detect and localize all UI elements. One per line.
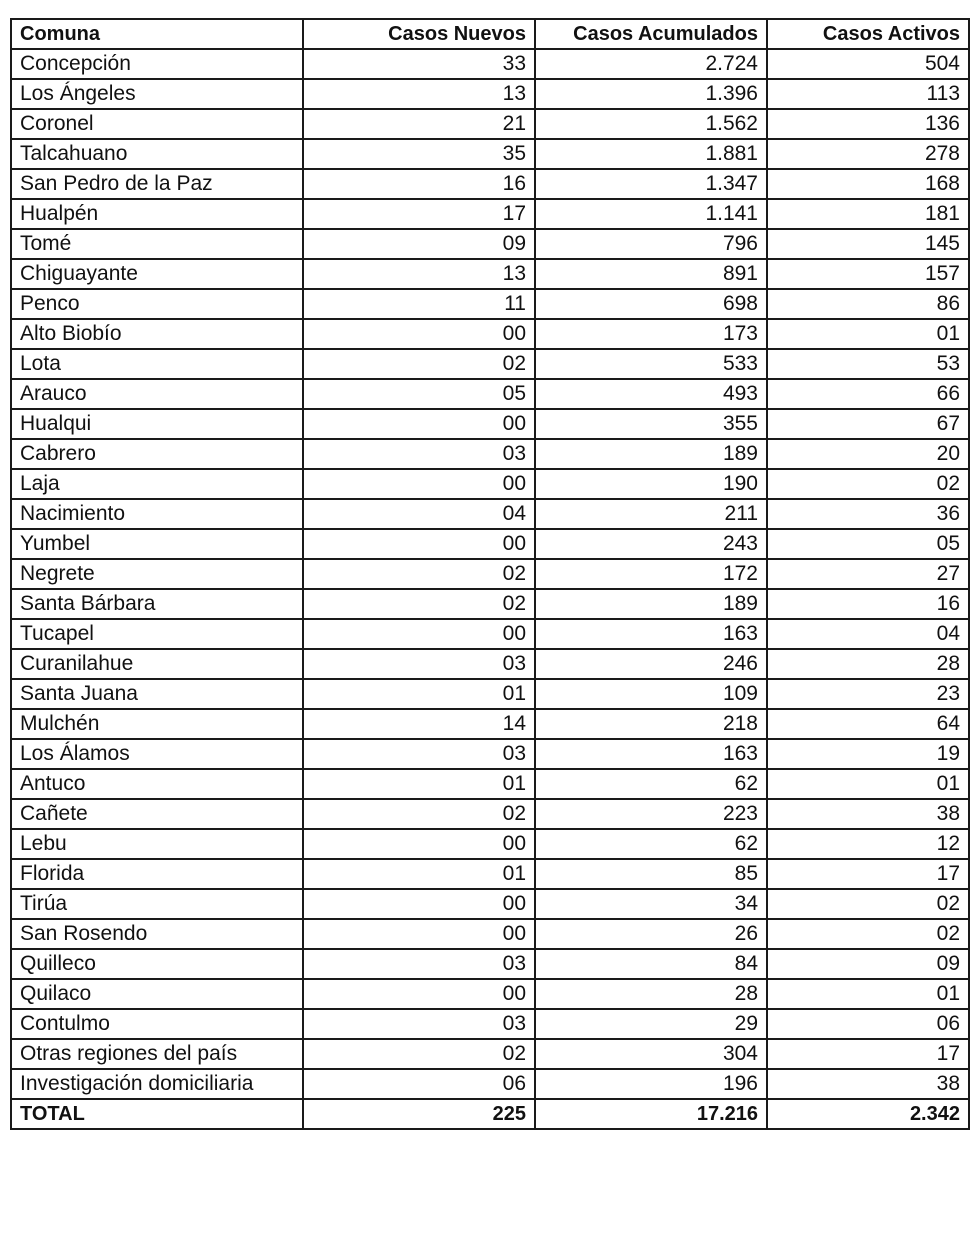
comuna-cell: Los Álamos [11, 739, 303, 769]
header-comuna: Comuna [11, 19, 303, 49]
casos-activos-cell: 02 [767, 469, 969, 499]
casos-activos-cell: 19 [767, 739, 969, 769]
casos-activos-cell: 504 [767, 49, 969, 79]
comuna-cell: Nacimiento [11, 499, 303, 529]
casos-acumulados-cell: 355 [535, 409, 767, 439]
comuna-cell: Hualqui [11, 409, 303, 439]
casos-activos-cell: 01 [767, 319, 969, 349]
comuna-cell: Antuco [11, 769, 303, 799]
casos-nuevos-cell: 02 [303, 559, 535, 589]
casos-acumulados-cell: 1.396 [535, 79, 767, 109]
comuna-cell: Los Ángeles [11, 79, 303, 109]
casos-nuevos-cell: 01 [303, 769, 535, 799]
casos-activos-cell: 16 [767, 589, 969, 619]
comuna-cell: Tomé [11, 229, 303, 259]
casos-activos-cell: 05 [767, 529, 969, 559]
table-row [11, 769, 969, 799]
casos-activos-cell: 09 [767, 949, 969, 979]
table-row [11, 979, 969, 1009]
comuna-cell: Santa Juana [11, 679, 303, 709]
casos-activos-cell: 278 [767, 139, 969, 169]
table-row [11, 199, 969, 229]
total-casos-nuevos: 225 [303, 1099, 535, 1129]
comuna-cell: San Rosendo [11, 919, 303, 949]
casos-activos-cell: 86 [767, 289, 969, 319]
casos-nuevos-cell: 00 [303, 889, 535, 919]
casos-nuevos-cell: 03 [303, 949, 535, 979]
table-row [11, 439, 969, 469]
casos-nuevos-cell: 02 [303, 589, 535, 619]
casos-acumulados-cell: 1.347 [535, 169, 767, 199]
table-row [11, 889, 969, 919]
casos-nuevos-cell: 00 [303, 829, 535, 859]
casos-acumulados-cell: 304 [535, 1039, 767, 1069]
cases-table-sheet [10, 18, 968, 1130]
comuna-cell: Lebu [11, 829, 303, 859]
casos-activos-cell: 145 [767, 229, 969, 259]
casos-acumulados-cell: 109 [535, 679, 767, 709]
comuna-cell: Contulmo [11, 1009, 303, 1039]
casos-nuevos-cell: 16 [303, 169, 535, 199]
total-label: TOTAL [11, 1099, 303, 1129]
casos-acumulados-cell: 218 [535, 709, 767, 739]
casos-nuevos-cell: 03 [303, 1009, 535, 1039]
casos-nuevos-cell: 05 [303, 379, 535, 409]
comuna-cell: Chiguayante [11, 259, 303, 289]
casos-activos-cell: 02 [767, 919, 969, 949]
casos-activos-cell: 38 [767, 799, 969, 829]
casos-acumulados-cell: 196 [535, 1069, 767, 1099]
casos-acumulados-cell: 891 [535, 259, 767, 289]
casos-acumulados-cell: 189 [535, 589, 767, 619]
comuna-cell: Penco [11, 289, 303, 319]
casos-acumulados-cell: 163 [535, 619, 767, 649]
casos-acumulados-cell: 29 [535, 1009, 767, 1039]
table-row [11, 589, 969, 619]
casos-activos-cell: 17 [767, 1039, 969, 1069]
table-row [11, 379, 969, 409]
casos-nuevos-cell: 35 [303, 139, 535, 169]
table-row [11, 49, 969, 79]
casos-nuevos-cell: 02 [303, 1039, 535, 1069]
casos-nuevos-cell: 00 [303, 979, 535, 1009]
casos-acumulados-cell: 85 [535, 859, 767, 889]
casos-nuevos-cell: 02 [303, 799, 535, 829]
casos-nuevos-cell: 03 [303, 739, 535, 769]
casos-activos-cell: 38 [767, 1069, 969, 1099]
casos-activos-cell: 12 [767, 829, 969, 859]
casos-acumulados-cell: 211 [535, 499, 767, 529]
comuna-cell: Talcahuano [11, 139, 303, 169]
total-casos-activos: 2.342 [767, 1099, 969, 1129]
comuna-cell: Cabrero [11, 439, 303, 469]
table-row [11, 469, 969, 499]
casos-nuevos-cell: 02 [303, 349, 535, 379]
casos-nuevos-cell: 17 [303, 199, 535, 229]
casos-activos-cell: 157 [767, 259, 969, 289]
casos-nuevos-cell: 00 [303, 529, 535, 559]
casos-acumulados-cell: 172 [535, 559, 767, 589]
comuna-cell: Hualpén [11, 199, 303, 229]
comuna-cell: Tirúa [11, 889, 303, 919]
casos-acumulados-cell: 796 [535, 229, 767, 259]
casos-activos-cell: 64 [767, 709, 969, 739]
casos-nuevos-cell: 04 [303, 499, 535, 529]
comuna-cell: Yumbel [11, 529, 303, 559]
casos-acumulados-cell: 84 [535, 949, 767, 979]
casos-activos-cell: 02 [767, 889, 969, 919]
casos-acumulados-cell: 189 [535, 439, 767, 469]
casos-acumulados-cell: 173 [535, 319, 767, 349]
casos-nuevos-cell: 00 [303, 919, 535, 949]
table-body [11, 49, 969, 1099]
table-row [11, 679, 969, 709]
comuna-cell: Cañete [11, 799, 303, 829]
casos-nuevos-cell: 01 [303, 859, 535, 889]
casos-acumulados-cell: 2.724 [535, 49, 767, 79]
table-row [11, 289, 969, 319]
table-row [11, 829, 969, 859]
comuna-cell: Tucapel [11, 619, 303, 649]
casos-activos-cell: 181 [767, 199, 969, 229]
casos-acumulados-cell: 1.141 [535, 199, 767, 229]
casos-acumulados-cell: 163 [535, 739, 767, 769]
casos-acumulados-cell: 190 [535, 469, 767, 499]
casos-nuevos-cell: 33 [303, 49, 535, 79]
casos-nuevos-cell: 13 [303, 259, 535, 289]
casos-activos-cell: 01 [767, 979, 969, 1009]
comuna-cell: Arauco [11, 379, 303, 409]
header-casos-acumulados: Casos Acumulados [535, 19, 767, 49]
casos-activos-cell: 67 [767, 409, 969, 439]
comuna-cell: Laja [11, 469, 303, 499]
casos-activos-cell: 168 [767, 169, 969, 199]
casos-activos-cell: 23 [767, 679, 969, 709]
casos-nuevos-cell: 03 [303, 649, 535, 679]
table-row [11, 529, 969, 559]
casos-nuevos-cell: 14 [303, 709, 535, 739]
casos-activos-cell: 36 [767, 499, 969, 529]
cases-by-commune-table [10, 18, 970, 1130]
table-row [11, 409, 969, 439]
casos-activos-cell: 136 [767, 109, 969, 139]
table-row [11, 229, 969, 259]
casos-acumulados-cell: 1.562 [535, 109, 767, 139]
casos-activos-cell: 27 [767, 559, 969, 589]
table-row [11, 709, 969, 739]
casos-activos-cell: 113 [767, 79, 969, 109]
comuna-cell: Concepción [11, 49, 303, 79]
casos-nuevos-cell: 00 [303, 319, 535, 349]
casos-acumulados-cell: 243 [535, 529, 767, 559]
table-row [11, 859, 969, 889]
table-row [11, 169, 969, 199]
casos-acumulados-cell: 62 [535, 829, 767, 859]
table-row [11, 79, 969, 109]
casos-activos-cell: 28 [767, 649, 969, 679]
comuna-cell: Florida [11, 859, 303, 889]
casos-acumulados-cell: 493 [535, 379, 767, 409]
comuna-cell: Alto Biobío [11, 319, 303, 349]
comuna-cell: Mulchén [11, 709, 303, 739]
casos-activos-cell: 06 [767, 1009, 969, 1039]
comuna-cell: San Pedro de la Paz [11, 169, 303, 199]
table-row [11, 139, 969, 169]
casos-acumulados-cell: 26 [535, 919, 767, 949]
casos-acumulados-cell: 28 [535, 979, 767, 1009]
total-casos-acumulados: 17.216 [535, 1099, 767, 1129]
casos-acumulados-cell: 698 [535, 289, 767, 319]
table-row [11, 559, 969, 589]
table-row [11, 1039, 969, 1069]
table-header-row [11, 19, 969, 49]
table-row [11, 1069, 969, 1099]
casos-nuevos-cell: 21 [303, 109, 535, 139]
casos-nuevos-cell: 11 [303, 289, 535, 319]
table-row [11, 319, 969, 349]
total-row [11, 1099, 969, 1129]
table-row [11, 799, 969, 829]
table-row [11, 349, 969, 379]
casos-nuevos-cell: 00 [303, 619, 535, 649]
casos-nuevos-cell: 03 [303, 439, 535, 469]
casos-activos-cell: 66 [767, 379, 969, 409]
casos-acumulados-cell: 533 [535, 349, 767, 379]
comuna-cell: Quilaco [11, 979, 303, 1009]
table-row [11, 649, 969, 679]
casos-acumulados-cell: 246 [535, 649, 767, 679]
table-row [11, 1009, 969, 1039]
casos-nuevos-cell: 00 [303, 469, 535, 499]
casos-nuevos-cell: 01 [303, 679, 535, 709]
table-row [11, 109, 969, 139]
casos-nuevos-cell: 00 [303, 409, 535, 439]
comuna-cell: Otras regiones del país [11, 1039, 303, 1069]
table-row [11, 919, 969, 949]
header-casos-nuevos: Casos Nuevos [303, 19, 535, 49]
comuna-cell: Coronel [11, 109, 303, 139]
casos-nuevos-cell: 06 [303, 1069, 535, 1099]
casos-activos-cell: 20 [767, 439, 969, 469]
table-row [11, 619, 969, 649]
comuna-cell: Investigación domiciliaria [11, 1069, 303, 1099]
casos-activos-cell: 17 [767, 859, 969, 889]
casos-activos-cell: 01 [767, 769, 969, 799]
casos-nuevos-cell: 09 [303, 229, 535, 259]
casos-activos-cell: 04 [767, 619, 969, 649]
comuna-cell: Quilleco [11, 949, 303, 979]
casos-acumulados-cell: 223 [535, 799, 767, 829]
table-row [11, 949, 969, 979]
comuna-cell: Curanilahue [11, 649, 303, 679]
casos-acumulados-cell: 62 [535, 769, 767, 799]
casos-acumulados-cell: 34 [535, 889, 767, 919]
table-row [11, 739, 969, 769]
casos-activos-cell: 53 [767, 349, 969, 379]
header-casos-activos: Casos Activos [767, 19, 969, 49]
table-row [11, 259, 969, 289]
casos-nuevos-cell: 13 [303, 79, 535, 109]
comuna-cell: Lota [11, 349, 303, 379]
comuna-cell: Negrete [11, 559, 303, 589]
table-row [11, 499, 969, 529]
comuna-cell: Santa Bárbara [11, 589, 303, 619]
casos-acumulados-cell: 1.881 [535, 139, 767, 169]
